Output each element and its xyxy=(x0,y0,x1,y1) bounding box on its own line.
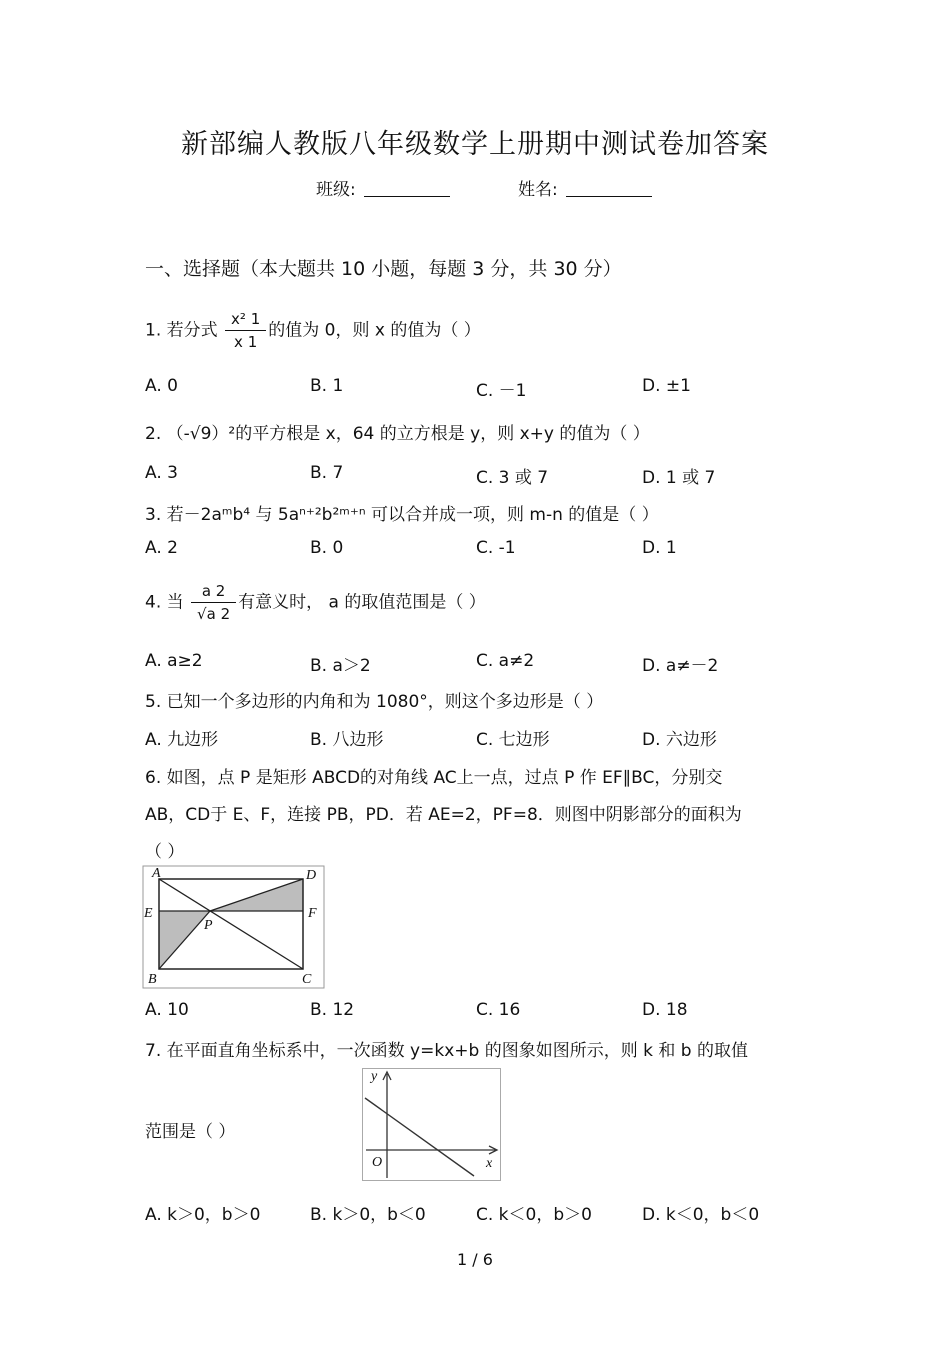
option: B. 0 xyxy=(310,538,344,558)
fraction xyxy=(191,582,236,623)
option: D. 六边形 xyxy=(642,730,717,750)
option: D. 1 xyxy=(642,538,677,558)
question-text: 当 xyxy=(166,592,184,613)
question-4 xyxy=(145,582,486,623)
option: C. a≠2 xyxy=(476,651,535,671)
option: B. k＞0，b＜0 xyxy=(310,1205,426,1225)
question-text: （-√9）²的平方根是 x，64 的立方根是 y，则 x+y 的值为（ ） xyxy=(166,424,650,444)
option: B. 7 xyxy=(310,463,344,483)
class-blank xyxy=(364,178,450,197)
name-blank xyxy=(566,178,652,197)
name-label: 姓名: xyxy=(518,180,558,200)
fraction-numerator: a 2 xyxy=(191,582,236,603)
option: C. 七边形 xyxy=(476,730,550,750)
page-number: 1 / 6 xyxy=(457,1250,493,1269)
question-text: 若－2aᵐb⁴ 与 5aⁿ⁺²b²ᵐ⁺ⁿ 可以合并成一项，则 m-n 的值是（ ） xyxy=(166,505,659,525)
figure-label: D xyxy=(306,868,317,883)
option: D. k＜0，b＜0 xyxy=(642,1205,760,1225)
question-number: 7. xyxy=(145,1041,162,1061)
section-heading: 一、选择题（本大题共 10 小题，每题 3 分，共 30 分） xyxy=(145,258,622,280)
figure-label: C xyxy=(302,972,312,987)
question-2 xyxy=(145,419,650,444)
question-number: 4. xyxy=(145,592,162,613)
rectangle-figure xyxy=(142,865,326,989)
figure-label: F xyxy=(308,906,317,921)
class-field xyxy=(316,175,450,200)
question-text: 如图，点 P 是矩形 ABCD的对角线 AC上一点，过点 P 作 EF∥BC，分别交 xyxy=(166,768,723,788)
axis-label: x xyxy=(486,1156,493,1171)
class-label: 班级: xyxy=(316,180,356,200)
option: A. 3 xyxy=(145,463,178,483)
option: D. a≠－2 xyxy=(642,656,719,676)
question-text: 在平面直角坐标系中，一次函数 y=kx+b 的图象如图所示，则 k 和 b 的取值 xyxy=(166,1041,748,1061)
question-3 xyxy=(145,500,659,525)
option: C. 3 或 7 xyxy=(476,468,549,488)
question-text: 的值为 0，则 x 的值为（ ） xyxy=(268,320,481,341)
figure-label: B xyxy=(148,972,157,987)
question-number: 6. xyxy=(145,768,162,788)
axis-label: y xyxy=(371,1069,378,1084)
figure-label: P xyxy=(204,918,213,933)
linear-function-graph xyxy=(362,1068,502,1182)
option: A. 九边形 xyxy=(145,730,219,750)
option: C. 16 xyxy=(476,1000,521,1020)
option: B. a＞2 xyxy=(310,656,371,676)
figure-label: A xyxy=(152,866,161,881)
fraction xyxy=(225,310,266,351)
option: D. 18 xyxy=(642,1000,688,1020)
question-number: 5. xyxy=(145,692,162,712)
option: C. －1 xyxy=(476,381,527,401)
question-1 xyxy=(145,310,481,351)
question-number: 3. xyxy=(145,505,162,525)
option: A. 10 xyxy=(145,1000,189,1020)
question-text: 若分式 xyxy=(166,320,218,341)
graph-frame xyxy=(363,1069,501,1181)
question-text: 已知一个多边形的内角和为 1080°，则这个多边形是（ ） xyxy=(166,692,604,712)
fraction-denominator: x 1 xyxy=(234,333,258,351)
option: B. 1 xyxy=(310,376,344,396)
question-text: （ ） xyxy=(145,842,185,862)
fraction-denominator: √a 2 xyxy=(197,605,231,623)
question-text: AB，CD于 E、F，连接 PB，PD．若 AE=2，PF=8．则图中阴影部分的面积为 xyxy=(145,805,742,825)
option: C. k＜0，b＞0 xyxy=(476,1205,592,1225)
question-text: 范围是（ ） xyxy=(145,1122,236,1142)
question-number: 1. xyxy=(145,320,162,341)
figure-label: E xyxy=(144,906,153,921)
option: A. 0 xyxy=(145,376,178,396)
option: D. ±1 xyxy=(642,376,691,396)
option: C. -1 xyxy=(476,538,516,558)
option: D. 1 或 7 xyxy=(642,468,716,488)
question-5 xyxy=(145,687,603,712)
option: B. 12 xyxy=(310,1000,355,1020)
question-text: 有意义时， a 的取值范围是（ ） xyxy=(238,592,486,613)
option: B. 八边形 xyxy=(310,730,384,750)
axis-label: O xyxy=(372,1155,383,1170)
option: A. 2 xyxy=(145,538,178,558)
option: A. a≥2 xyxy=(145,651,203,671)
question-number: 2. xyxy=(145,424,162,444)
question-6 xyxy=(145,763,722,788)
name-field xyxy=(518,175,652,200)
option: A. k＞0，b＞0 xyxy=(145,1205,261,1225)
fraction-numerator: x² 1 xyxy=(225,310,266,331)
question-7 xyxy=(145,1036,748,1061)
page-title: 新部编人教版八年级数学上册期中测试卷加答案 xyxy=(181,129,769,160)
